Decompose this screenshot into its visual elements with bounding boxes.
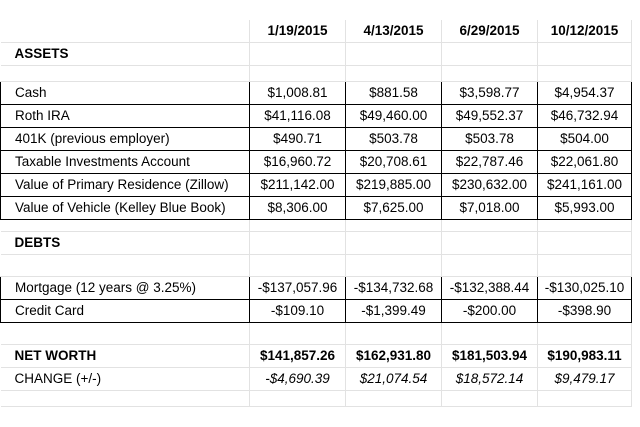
value-cell[interactable]: $211,142.00 — [250, 174, 346, 197]
empty-cell[interactable] — [250, 391, 346, 407]
empty-cell[interactable] — [250, 232, 346, 255]
empty-cell[interactable] — [538, 66, 632, 82]
empty-cell[interactable] — [1, 391, 250, 407]
value-cell[interactable]: $219,885.00 — [346, 174, 442, 197]
spacer-row — [1, 255, 632, 277]
value-cell[interactable]: -$134,732.68 — [346, 277, 442, 300]
empty-cell[interactable] — [346, 43, 442, 66]
empty-cell[interactable] — [442, 66, 538, 82]
net-worth-value[interactable]: $190,983.11 — [538, 345, 632, 368]
empty-cell[interactable] — [250, 220, 346, 232]
net-worth-row — [1, 345, 632, 368]
row-label[interactable]: Cash — [1, 82, 250, 105]
empty-cell[interactable] — [538, 232, 632, 255]
value-cell[interactable]: $503.78 — [346, 128, 442, 151]
assets-heading-row — [1, 43, 632, 66]
date-header[interactable]: 6/29/2015 — [442, 20, 538, 43]
empty-cell[interactable] — [442, 232, 538, 255]
empty-cell[interactable] — [346, 323, 442, 345]
empty-cell[interactable] — [346, 391, 442, 407]
asset-row-primary-residence — [1, 174, 632, 197]
empty-cell[interactable] — [442, 220, 538, 232]
spacer-row — [1, 391, 632, 407]
change-label[interactable]: CHANGE (+/-) — [1, 368, 250, 391]
asset-row-vehicle — [1, 197, 632, 220]
date-header[interactable]: 10/12/2015 — [538, 20, 632, 43]
debts-heading-row — [1, 232, 632, 255]
empty-cell[interactable] — [250, 66, 346, 82]
change-row — [1, 368, 632, 391]
row-label[interactable]: Roth IRA — [1, 105, 250, 128]
empty-cell[interactable] — [538, 391, 632, 407]
row-label[interactable]: Value of Vehicle (Kelley Blue Book) — [1, 197, 250, 220]
empty-cell[interactable] — [1, 66, 250, 82]
value-cell[interactable]: $490.71 — [250, 128, 346, 151]
row-label[interactable]: Value of Primary Residence (Zillow) — [1, 174, 250, 197]
asset-row-taxable-investments — [1, 151, 632, 174]
date-header-row — [1, 20, 632, 43]
empty-cell[interactable] — [538, 323, 632, 345]
value-cell[interactable]: $503.78 — [442, 128, 538, 151]
value-cell[interactable]: $20,708.61 — [346, 151, 442, 174]
change-value[interactable]: $9,479.17 — [538, 368, 632, 391]
value-cell[interactable]: -$398.90 — [538, 300, 632, 323]
row-label[interactable]: Credit Card — [1, 300, 250, 323]
row-label[interactable]: 401K (previous employer) — [1, 128, 250, 151]
value-cell[interactable]: $8,306.00 — [250, 197, 346, 220]
value-cell[interactable]: -$132,388.44 — [442, 277, 538, 300]
empty-cell[interactable] — [538, 255, 632, 277]
debt-row-mortgage — [1, 277, 632, 300]
value-cell[interactable]: $22,061.80 — [538, 151, 632, 174]
net-worth-label[interactable]: NET WORTH — [1, 345, 250, 368]
change-value[interactable]: -$4,690.39 — [250, 368, 346, 391]
spacer-row — [1, 220, 632, 232]
change-value[interactable]: $18,572.14 — [442, 368, 538, 391]
value-cell[interactable]: $230,632.00 — [442, 174, 538, 197]
empty-cell[interactable] — [346, 66, 442, 82]
net-worth-value[interactable]: $162,931.80 — [346, 345, 442, 368]
value-cell[interactable]: $5,993.00 — [538, 197, 632, 220]
empty-cell[interactable] — [442, 391, 538, 407]
row-label[interactable]: Mortgage (12 years @ 3.25%) — [1, 277, 250, 300]
header-blank-cell[interactable] — [1, 20, 250, 43]
empty-cell[interactable] — [538, 43, 632, 66]
empty-cell[interactable] — [346, 220, 442, 232]
value-cell[interactable]: $7,018.00 — [442, 197, 538, 220]
debt-row-credit-card — [1, 300, 632, 323]
value-cell[interactable]: -$109.10 — [250, 300, 346, 323]
value-cell[interactable]: -$130,025.10 — [538, 277, 632, 300]
value-cell[interactable]: -$1,399.49 — [346, 300, 442, 323]
asset-row-roth-ira — [1, 105, 632, 128]
spacer-row — [1, 323, 632, 345]
change-value[interactable]: $21,074.54 — [346, 368, 442, 391]
value-cell[interactable]: -$137,057.96 — [250, 277, 346, 300]
value-cell[interactable]: -$200.00 — [442, 300, 538, 323]
empty-cell[interactable] — [1, 323, 250, 345]
assets-heading[interactable]: ASSETS — [1, 43, 250, 66]
spacer-row — [1, 66, 632, 82]
empty-cell[interactable] — [346, 255, 442, 277]
date-header[interactable]: 4/13/2015 — [346, 20, 442, 43]
sheet-top-gutter — [0, 0, 640, 20]
value-cell[interactable]: $46,732.94 — [538, 105, 632, 128]
date-header[interactable]: 1/19/2015 — [250, 20, 346, 43]
value-cell[interactable]: $49,552.37 — [442, 105, 538, 128]
net-worth-table — [0, 20, 632, 407]
value-cell[interactable]: $504.00 — [538, 128, 632, 151]
value-cell[interactable]: $7,625.00 — [346, 197, 442, 220]
value-cell[interactable]: $41,116.08 — [250, 105, 346, 128]
value-cell[interactable]: $4,954.37 — [538, 82, 632, 105]
value-cell[interactable]: $22,787.46 — [442, 151, 538, 174]
value-cell[interactable]: $881.58 — [346, 82, 442, 105]
value-cell[interactable]: $3,598.77 — [442, 82, 538, 105]
empty-cell[interactable] — [250, 255, 346, 277]
empty-cell[interactable] — [442, 43, 538, 66]
empty-cell[interactable] — [442, 255, 538, 277]
empty-cell[interactable] — [442, 323, 538, 345]
value-cell[interactable]: $241,161.00 — [538, 174, 632, 197]
empty-cell[interactable] — [1, 220, 250, 232]
net-worth-value[interactable]: $141,857.26 — [250, 345, 346, 368]
net-worth-value[interactable]: $181,503.94 — [442, 345, 538, 368]
asset-row-cash — [1, 82, 632, 105]
value-cell[interactable]: $49,460.00 — [346, 105, 442, 128]
empty-cell[interactable] — [346, 232, 442, 255]
empty-cell[interactable] — [538, 220, 632, 232]
asset-row-401k — [1, 128, 632, 151]
value-cell[interactable]: $16,960.72 — [250, 151, 346, 174]
debts-heading[interactable]: DEBTS — [1, 232, 250, 255]
empty-cell[interactable] — [250, 43, 346, 66]
empty-cell[interactable] — [250, 323, 346, 345]
value-cell[interactable]: $1,008.81 — [250, 82, 346, 105]
row-label[interactable]: Taxable Investments Account — [1, 151, 250, 174]
empty-cell[interactable] — [1, 255, 250, 277]
